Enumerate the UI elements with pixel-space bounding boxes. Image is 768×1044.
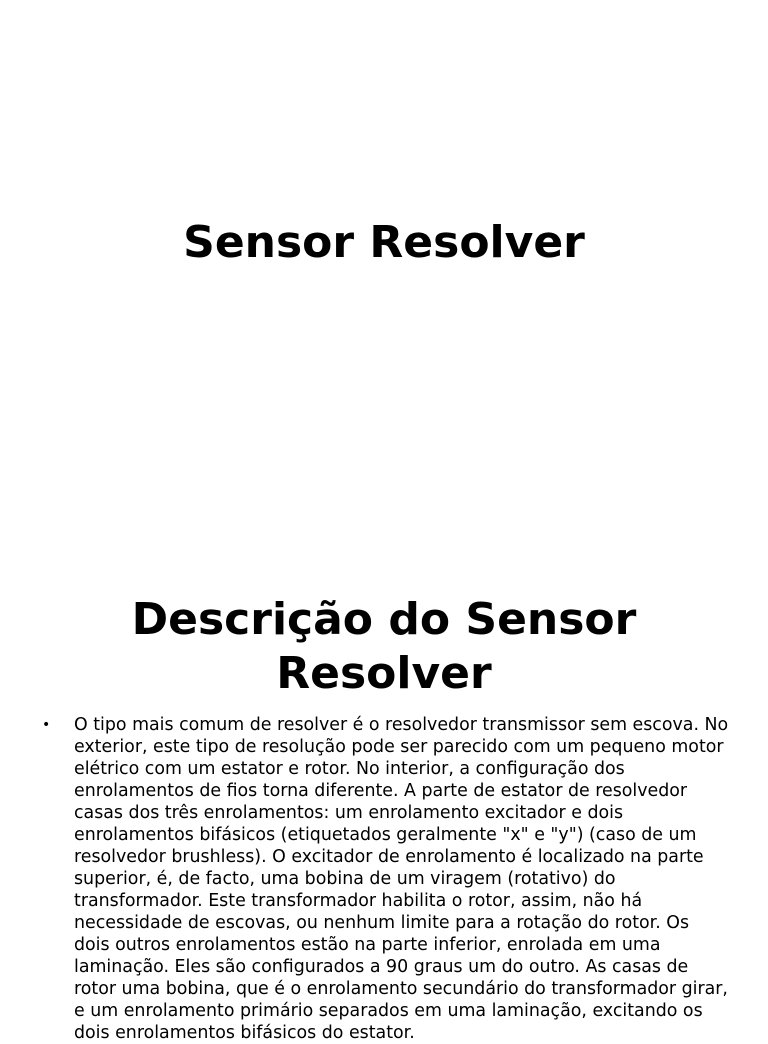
slide-2	[0, 576, 768, 1043]
bullet-item	[40, 714, 730, 1044]
bullet-dot-icon: •	[42, 717, 51, 733]
slide-1-title: Sensor Resolver	[183, 217, 585, 268]
slide-2-title: Descrição do Sensor Resolver	[131, 594, 637, 699]
bullet-text: O tipo mais comum de resolver é o resolvedor transmissor sem escova. No exterior, este tipo de resolução pode ser parecido com um pequeno motor elétrico com um estator e rotor. No interior, a configuração dos enrolamentos de fios torna diferente. A parte de estator de resolvedor casas dos três enrolamentos: um enrolamento excitador e dois enrolamentos bifásicos (etiquetados geralmente "x" e "y") (caso de um resolvedor brushless). O excitador de enrolamento é localizado na parte superior, é, de facto, uma bobina de um viragem (rotativo) do transformador. Este transformador habilita o rotor, assim, não há necessidade de escovas, ou nenhum limite para a rotação do rotor. Os dois outros enrolamentos estão na parte inferior, enrolada em uma laminação. Eles são configurados a 90 graus um do outro. As casas de rotor uma bobina, que é o enrolamento secundário do transformador girar, e um enrolamento primário separados em uma laminação, excitando os dois enrolamentos bifásicos do estator.	[74, 715, 729, 1043]
bullet-list	[40, 714, 730, 1044]
